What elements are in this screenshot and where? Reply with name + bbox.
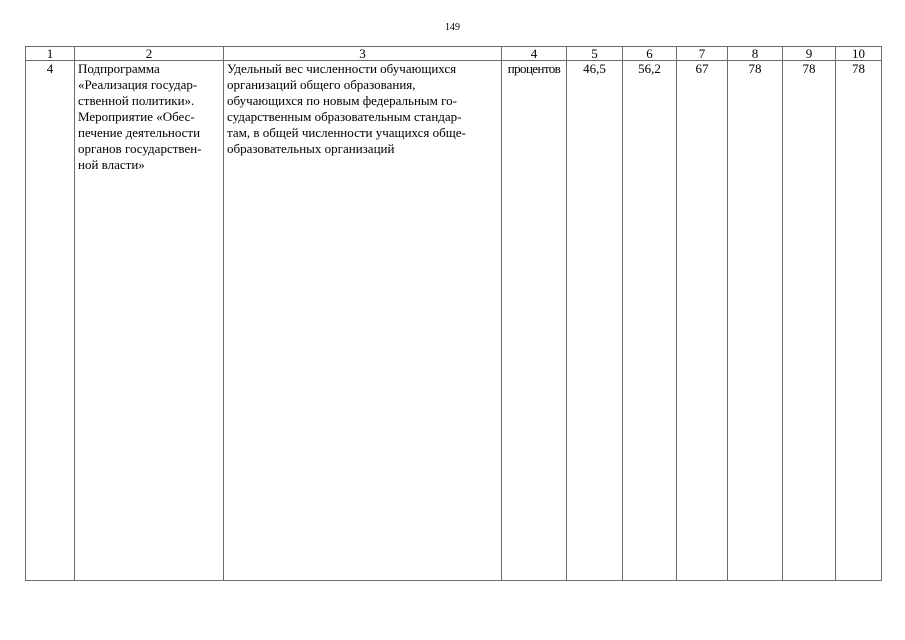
column-number-7: 7	[677, 47, 728, 61]
column-number-10: 10	[836, 47, 882, 61]
value-cell: 67	[677, 61, 728, 581]
column-number-3: 3	[224, 47, 502, 61]
program-cell	[75, 61, 224, 581]
value-cell: 46,5	[567, 61, 623, 581]
value-cell: 56,2	[623, 61, 677, 581]
value-cell: 78	[783, 61, 836, 581]
program-line: ственной политики».	[78, 93, 195, 108]
indicator-line: Удельный вес численности обучающихся	[227, 61, 457, 76]
indicator-line: там, в общей численности учащихся обще-	[227, 125, 466, 140]
indicator-line: организаций общего образования,	[227, 77, 416, 92]
indicator-line: образовательных организаций	[227, 141, 395, 156]
program-line: органов государствен-	[78, 141, 202, 156]
column-number-row	[26, 47, 882, 61]
page-number: 149	[445, 22, 460, 33]
column-number-5: 5	[567, 47, 623, 61]
column-number-6: 6	[623, 47, 677, 61]
column-number-8: 8	[728, 47, 783, 61]
indicator-cell	[224, 61, 502, 581]
indicator-line: сударственным образовательным стандар-	[227, 109, 462, 124]
column-number-4: 4	[502, 47, 567, 61]
column-number-1: 1	[26, 47, 75, 61]
value-cell: 78	[836, 61, 882, 581]
program-line: печение деятельности	[78, 125, 201, 140]
indicator-table	[25, 46, 882, 581]
program-line: ной власти»	[78, 157, 145, 172]
program-line: Подпрограмма	[78, 61, 160, 76]
program-line: «Реализация государ-	[78, 77, 198, 92]
column-number-2: 2	[75, 47, 224, 61]
table-row	[26, 61, 882, 581]
column-number-9: 9	[783, 47, 836, 61]
value-cell: 78	[728, 61, 783, 581]
indicator-line: обучающихся по новым федеральным го-	[227, 93, 457, 108]
program-line: Мероприятие «Обес-	[78, 109, 195, 124]
row-number: 4	[26, 61, 75, 581]
unit-cell: процентов	[502, 61, 567, 581]
